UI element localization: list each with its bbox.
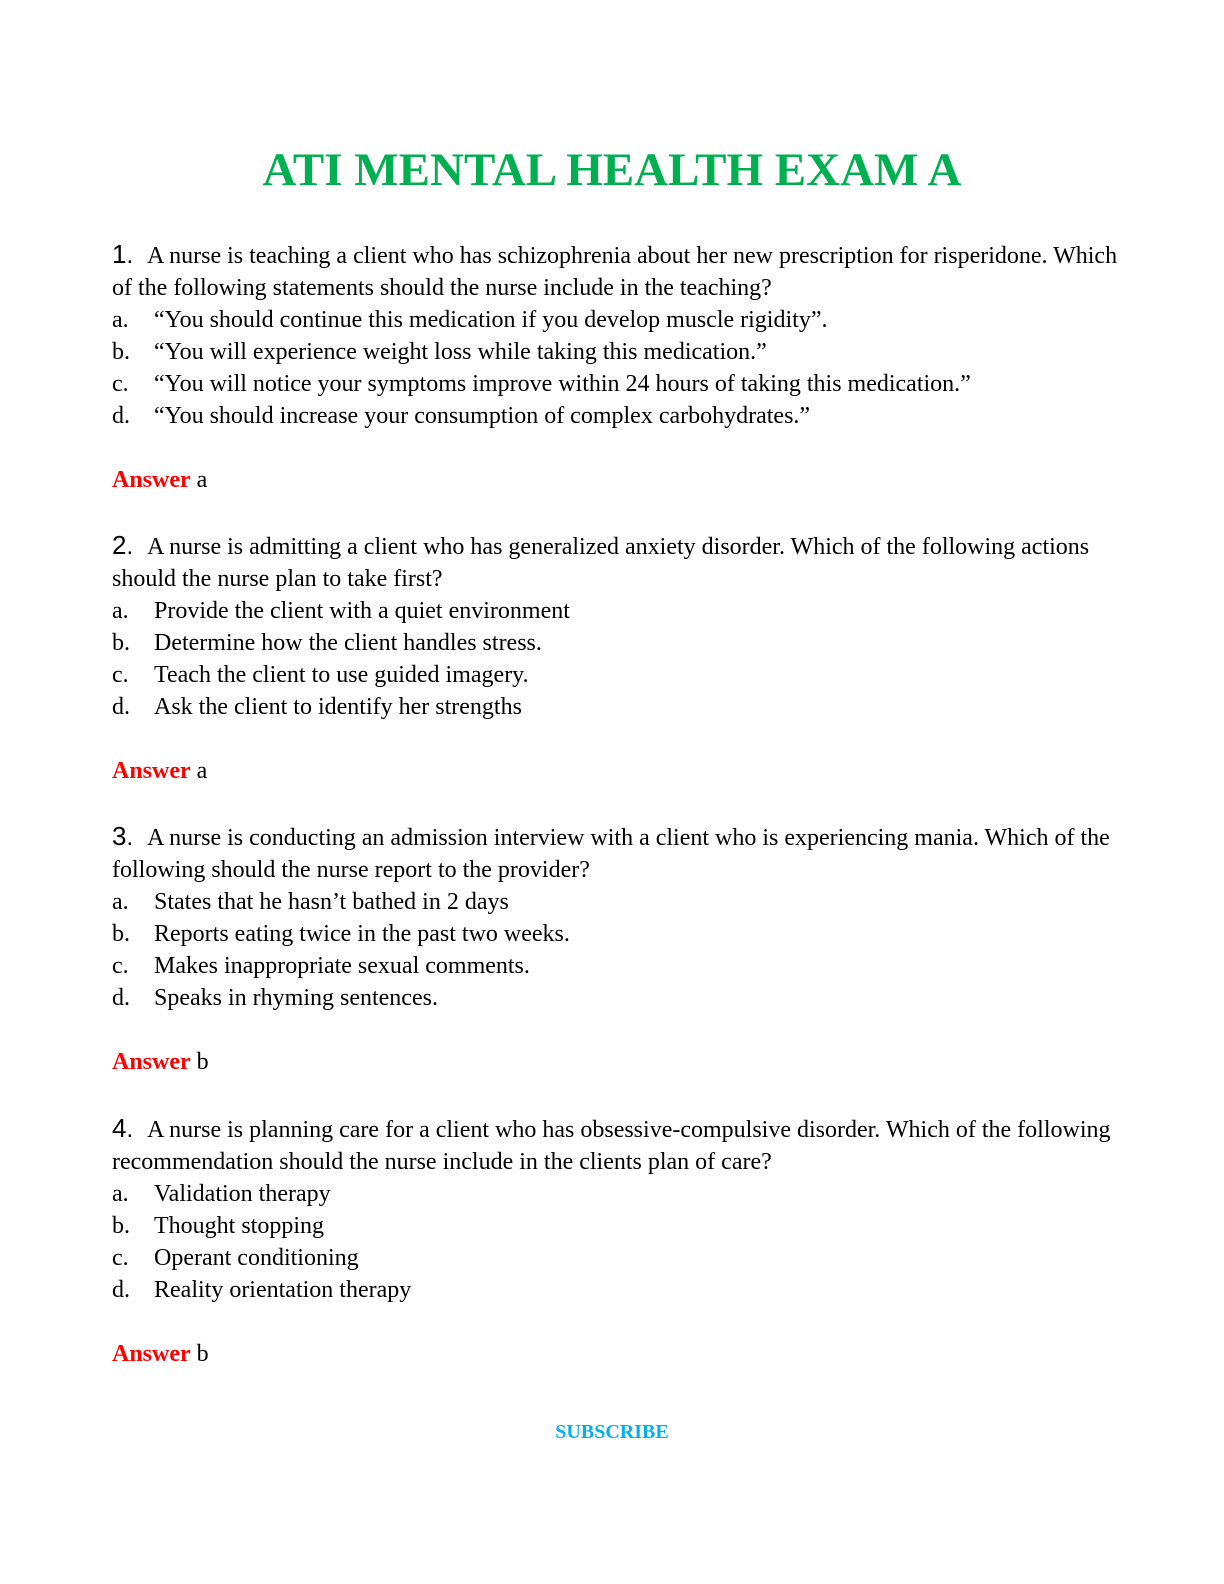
answer-value: b	[196, 1341, 209, 1367]
option-text: Determine how the client handles stress.	[154, 630, 542, 656]
option-text: Ask the client to identify her strengths	[154, 694, 522, 720]
option-text: Thought stopping	[154, 1213, 325, 1239]
option-letter: a.	[112, 598, 129, 624]
option-b	[112, 918, 1122, 950]
option-b	[112, 1210, 1122, 1242]
option-d	[112, 982, 1122, 1014]
question-prompt: A nurse is teaching a client who has schizophrenia about her new prescription for risperidone. Which of the following statements should the nurse include in the teaching?	[112, 243, 1118, 301]
answer-label: Answer	[112, 1049, 191, 1075]
option-c	[112, 950, 1122, 982]
option-c	[112, 1242, 1122, 1274]
option-list	[112, 1178, 1122, 1306]
option-text: “You should increase your consumption of complex carbohydrates.”	[154, 403, 811, 429]
option-letter: c.	[112, 371, 129, 397]
page-title: ATI MENTAL HEALTH EXAM A	[262, 144, 962, 196]
option-b	[112, 627, 1122, 659]
question-number: 4	[112, 1113, 127, 1143]
option-list	[112, 886, 1122, 1014]
option-letter: d.	[112, 985, 130, 1011]
option-letter: a.	[112, 307, 129, 333]
option-letter: a.	[112, 1181, 129, 1207]
option-a	[112, 1178, 1122, 1210]
option-c	[112, 368, 1122, 400]
question-number: 1	[112, 239, 127, 269]
answer-line	[112, 755, 1122, 787]
answer-label: Answer	[112, 467, 191, 493]
question-text: 1. A nurse is teaching a client who has schizophrenia about her new prescription for risperidone. Which of the following statements should the nurse include in the teaching?	[112, 239, 1118, 301]
question-text: 2. A nurse is admitting a client who has generalized anxiety disorder. Which of the following actions should the nurse plan to take first?	[112, 530, 1090, 592]
answer-label: Answer	[112, 758, 191, 784]
option-text: Reality orientation therapy	[154, 1277, 412, 1303]
question-prompt: A nurse is planning care for a client who has obsessive-compulsive disorder. Which of the following recommendation should the nurse include in the clients plan of care?	[112, 1117, 1111, 1175]
option-text: Reports eating twice in the past two weeks.	[154, 921, 570, 947]
question-prompt: A nurse is admitting a client who has generalized anxiety disorder. Which of the following actions should the nurse plan to take first?	[112, 534, 1090, 592]
question-prompt: A nurse is conducting an admission interview with a client who is experiencing mania. Which of the following should the nurse report to the provider?	[112, 825, 1110, 883]
question-4	[112, 1112, 1122, 1370]
answer-line	[112, 1046, 1122, 1078]
option-list	[112, 595, 1122, 723]
option-c	[112, 659, 1122, 691]
answer-line	[112, 1338, 1122, 1370]
option-d	[112, 1274, 1122, 1306]
option-a	[112, 886, 1122, 918]
option-letter: c.	[112, 662, 129, 688]
option-text: “You will experience weight loss while taking this medication.”	[154, 339, 767, 365]
option-letter: a.	[112, 889, 129, 915]
option-d	[112, 400, 1122, 432]
question-3	[112, 820, 1122, 1078]
option-letter: d.	[112, 403, 130, 429]
option-text: “You should continue this medication if you develop muscle rigidity”.	[154, 307, 828, 333]
option-text: Speaks in rhyming sentences.	[154, 985, 438, 1011]
option-text: Provide the client with a quiet environment	[154, 598, 570, 624]
answer-value: a	[196, 467, 208, 493]
option-letter: d.	[112, 694, 130, 720]
question-2	[112, 529, 1122, 787]
option-text: Makes inappropriate sexual comments.	[154, 953, 530, 979]
subscribe-link[interactable]: SUBSCRIBE	[555, 1421, 669, 1443]
answer-value: a	[196, 758, 208, 784]
option-text: Teach the client to use guided imagery.	[154, 662, 529, 688]
option-a	[112, 595, 1122, 627]
option-list	[112, 304, 1122, 432]
question-number: 3	[112, 821, 127, 851]
answer-label: Answer	[112, 1341, 191, 1367]
question-number: 2	[112, 530, 127, 560]
option-letter: c.	[112, 1245, 129, 1271]
answer-line	[112, 464, 1122, 496]
question-1	[112, 238, 1122, 496]
option-letter: b.	[112, 921, 130, 947]
answer-value: b	[196, 1049, 209, 1075]
option-d	[112, 691, 1122, 723]
option-letter: b.	[112, 339, 130, 365]
option-text: States that he hasn’t bathed in 2 days	[154, 889, 509, 915]
option-b	[112, 336, 1122, 368]
option-letter: c.	[112, 953, 129, 979]
option-letter: b.	[112, 1213, 130, 1239]
option-text: “You will notice your symptoms improve within 24 hours of taking this medication.”	[154, 371, 971, 397]
option-letter: b.	[112, 630, 130, 656]
option-letter: d.	[112, 1277, 130, 1303]
option-a	[112, 304, 1122, 336]
option-text: Validation therapy	[154, 1181, 331, 1207]
question-text: 4. A nurse is planning care for a client who has obsessive-compulsive disorder. Which of the following recommendation should the nurse include in the clients plan of care?	[112, 1113, 1111, 1175]
option-text: Operant conditioning	[154, 1245, 359, 1271]
question-text: 3. A nurse is conducting an admission interview with a client who is experiencing mania. Which of the following should the nurse report to the provider?	[112, 821, 1110, 883]
